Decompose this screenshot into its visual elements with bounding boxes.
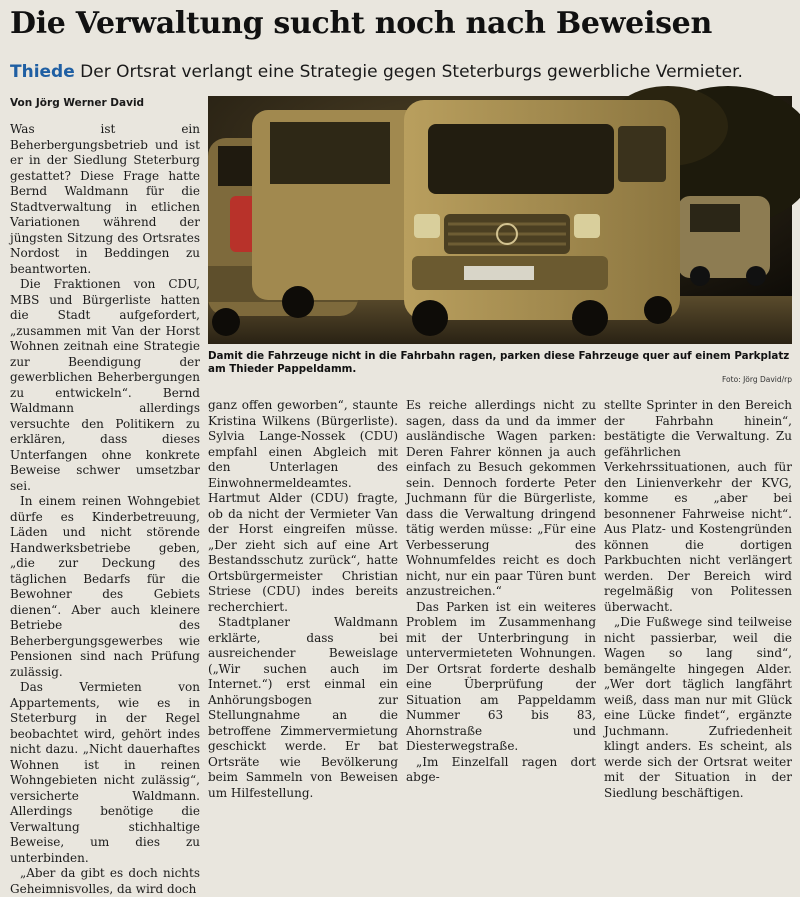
paragraph: Die Fraktionen von CDU, MBS und Bürgerliste hatten die Stadt aufgefordert, „zusammen mit Van der Horst Wohnen zeitnah eine Strategie zur Beendigung der gewerblichen Beherbergungen zu entwickeln“. Bernd Waldmann allerdings versuchte den Politikern zu erklären, dass dieses Unterfangen ohne konkrete Beweise schwer umsetzbar sei.	[10, 277, 200, 493]
text-column-4	[604, 398, 792, 800]
text-column-2	[208, 398, 398, 800]
paragraph: Stadtplaner Waldmann erklärte, dass bei ausreichender Beweislage („Wir suchen auch im Internet.“) erst einmal ein Anhörungsbogen zur Stellungnahme an die betroffene Zimmervermietung geschickt werde. Er bat Ortsräte wie Bevölkerung beim Sammeln von Beweisen um Hilfestellung.	[208, 615, 398, 800]
paragraph: stellte Sprinter in den Bereich der Fahrbahn hinein“, bestätigte die Verwaltung. Zu gefährlichen Verkehrssituationen, auch für den Linienverkehr der KVG, komme es „aber bei besonnener Fahrweise nicht“. Aus Platz- und Kostengründen können die dortigen Parkbuchten nicht verlängert werden. Der Bereich wird regelmäßig von Politessen überwacht.	[604, 398, 792, 614]
paragraph: Das Vermieten von Appartements, wie es in Steterburg in der Regel beobachtet wird, gehört indes nicht dazu. „Nicht dauerhaftes Wohnen ist in reinen Wohngebieten nicht zulässig“, versicherte Waldmann. Allerdings benötige die Verwaltung stichhaltige Beweise, um dies zu unterbinden.	[10, 680, 200, 865]
photo-credit: Foto: Jörg David/rp	[722, 375, 792, 384]
text-column-3	[406, 398, 596, 784]
subheadline-row	[10, 60, 790, 84]
paragraph: Was ist ein Beherbergungsbetrieb und ist er in der Siedlung Steterburg gestattet? Diese Frage hatte Bernd Waldmann für die Stadtverwaltung in etlichen Variationen während der jüngsten Sitzung des Ortsrates Nordost in Beddingen zu beantworten.	[10, 122, 200, 276]
paragraph: Es reiche allerdings nicht zu sagen, dass da und da immer ausländische Wagen parken: Deren Fahrer können ja auch einfach zu Besuch gekommen sein. Dennoch forderte Peter Juchmann für die Bürgerliste, dass die Verwaltung dringend tätig werden müsse: „Für eine Verbesserung des Wohnumfeldes reicht es doch nicht, nur ein paar Türen bunt anzustreichen.“	[406, 398, 596, 598]
text-column-1	[10, 122, 200, 896]
paragraph: Das Parken ist ein weiteres Problem im Zusammenhang mit der Unterbringung in untervermieteten Wohnungen. Der Ortsrat forderte deshalb eine Überprüfung der Situation am Pappeldamm Nummer 63 bis 83, Ahornstraße und Diesterwegstraße.	[406, 599, 596, 753]
article-photo	[208, 96, 792, 344]
paragraph: ganz offen geworben“, staunte Kristina Wilkens (Bürgerliste). Sylvia Lange-Nossek (CDU) empfahl einen Abgleich mit den Unterlagen des Einwohnermeldeamtes. Hartmut Alder (CDU) fragte, ob da nicht der Vermieter Van der Horst eingreifen müsse. „Der zieht sich auf eine Art Bestandsschutz zurück“, hatte Ortsbürgermeister Christian Striese (CDU) indes bereits recherchiert.	[208, 398, 398, 614]
paragraph: „Die Fußwege sind teilweise nicht passierbar, weil die Wagen so lang sind“, bemängelte hingegen Alder. „Wer dort täglich langfährt weiß, dass man nur mit Glück eine Lücke findet“, ergänzte Juchmann. Zufriedenheit klingt anders. Es scheint, als werde sich der Ortsrat weiter mit der Situation in der Siedlung beschäftigen.	[604, 615, 792, 800]
kicker-location: Thiede	[10, 62, 75, 82]
headline: Die Verwaltung sucht noch nach Beweisen	[10, 6, 712, 41]
paragraph: „Im Einzelfall ragen dort abge-	[406, 754, 596, 784]
byline: Von Jörg Werner David	[10, 97, 145, 109]
paragraph: „Aber da gibt es doch nichts Geheimnisvolles, da wird doch	[10, 866, 200, 896]
subheadline: Der Ortsrat verlangt eine Strategie gegen Steterburgs gewerbliche Vermieter.	[80, 62, 743, 82]
photo-caption: Damit die Fahrzeuge nicht in die Fahrbahn ragen, parken diese Fahrzeuge quer auf einem Parkplatz am Thieder Pappeldamm.	[208, 350, 790, 375]
paragraph: In einem reinen Wohngebiet dürfe es Kinderbetreuung, Läden und nicht störende Handwerksbetriebe geben, „die zur Deckung des täglichen Bedarfs für die Bewohner des Gebiets dienen“. Aber auch kleinere Betriebe des Beherbergungsgewerbes wie Pensionen sind nach Prüfung zulässig.	[10, 494, 200, 679]
